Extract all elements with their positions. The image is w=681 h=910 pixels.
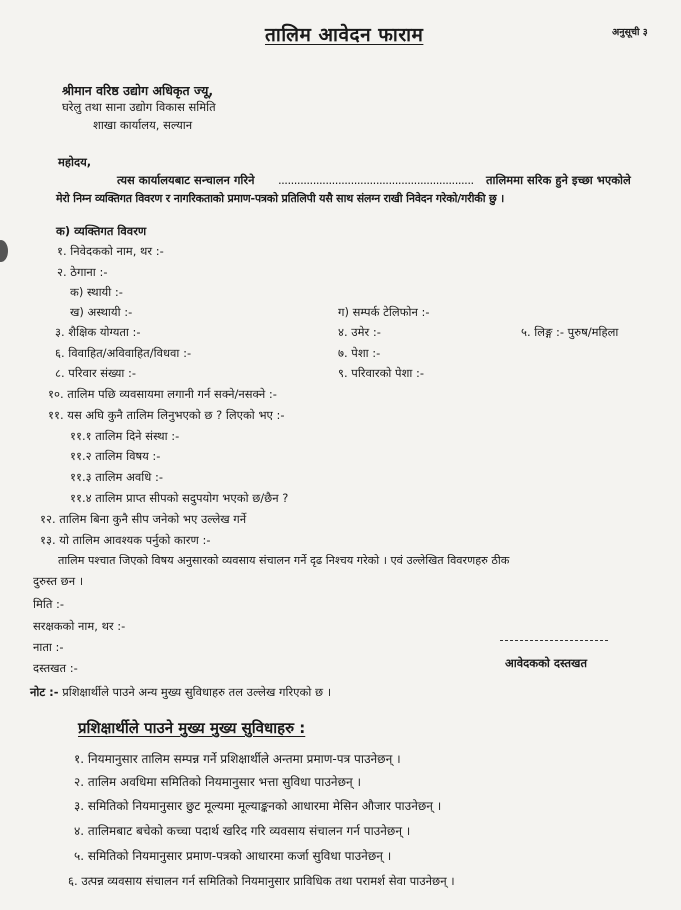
intro-line2: मेरो निम्न व्यक्तिगत विवरण र नागरिकताको प्रमाण-पत्रको प्रतिलिपी यसै साथ संलग्न राखी निवेदन गरेको/गरीकी छु । [56, 192, 505, 205]
note-label: नोट :- [30, 685, 59, 699]
guardian-name-field: सरक्षकको नाम, थर :- [33, 619, 126, 633]
field-permanent-address: क) स्थायी :- [70, 285, 123, 299]
field-investment-capacity: १०. तालिम पछि व्यवसायमा लगानी गर्न सक्ने/नसक्ने :- [48, 387, 277, 401]
addressee-line3: शाखा कार्यालय, सल्यान [93, 118, 193, 132]
facility-item: ६. उत्पन्न व्यवसाय संचालन गर्न समितिको नियमानुसार प्राविधिक तथा परामर्श सेवा पाउनेछन् । [68, 874, 455, 888]
declaration-line1: तालिम पश्चात जिएको विषय अनुसारको व्यवसाय संचालन गर्ने दृढ निश्चय गरेको । एवं उल्लेखित विवरणहरु ठीक [58, 554, 510, 567]
facility-item: १. नियमानुसार तालिम सम्पन्न गर्ने प्रशिक्षार्थीले अन्तमा प्रमाण-पत्र पाउनेछन् । [74, 752, 401, 766]
field-training-duration: ११.३ तालिम अवधि :- [70, 470, 164, 484]
form-title: तालिम आवेदन फाराम [265, 24, 424, 46]
field-applicant-name: १. निवेदकको नाम, थर :- [57, 244, 164, 258]
field-previous-training: ११. यस अघि कुनै तालिम लिनुभएको छ ? लिएको भए :- [48, 408, 285, 422]
note-text: प्रशिक्षार्थीले पाउने अन्य मुख्य सुविधाहरु तल उल्लेख गरिएको छ । [62, 685, 332, 699]
edge-punch-mark [0, 240, 8, 262]
applicant-signature-label: आवेदकको दस्तखत [505, 656, 587, 670]
field-contact-phone: ग) सम्पर्क टेलिफोन :- [338, 305, 430, 319]
facilities-heading: प्रशिक्षार्थीले पाउने मुख्य मुख्य सुविधाहरु : [78, 719, 306, 737]
salutation: महोदय, [58, 155, 92, 169]
field-address: २. ठेगाना :- [57, 265, 108, 279]
field-education: ३. शैक्षिक योग्यता :- [55, 325, 141, 339]
addressee-line2: घरेलु तथा साना उद्योग विकास समिति [62, 100, 216, 114]
facility-item: ४. तालिमबाट बचेको कच्चा पदार्थ खरिद गरि व्यवसाय संचालन गर्न पाउनेछन् । [74, 824, 411, 838]
field-training-reason: १३. यो तालिम आवश्यक पर्नुको कारण :- [40, 533, 211, 547]
facility-item: ५. समितिको नियमानुसार प्रमाण-पत्रको आधारमा कर्जा सुविधा पाउनेछन् । [74, 849, 392, 863]
field-training-subject: ११.२ तालिम विषय :- [70, 449, 161, 463]
intro-part2: तालिममा सरिक हुने इच्छा भएकोले [486, 173, 631, 187]
field-training-institution: ११.१ तालिम दिने संस्था :- [70, 429, 180, 443]
intro-part1: त्यस कार्यालयबाट सन्चालन गरिने [117, 173, 255, 187]
addressee-line1: श्रीमान वरिष्ठ उद्योग अधिकृत ज्यू, [62, 83, 214, 98]
field-marital-status: ६. विवाहित/अविवाहित/विधवा :- [55, 346, 192, 360]
date-field: मिति :- [33, 597, 65, 611]
section-a-heading: क) व्यक्तिगत विवरण [56, 224, 147, 238]
facility-item: ३. समितिको नियमानुसार छुट मूल्यमा मूल्याङ्कनको आधारमा मेसिन औजार पाउनेछन् । [74, 799, 442, 813]
signature-line [500, 640, 608, 641]
field-family-size: ८. परिवार संख्या :- [55, 366, 137, 380]
field-untrained-skill: १२. तालिम बिना कुनै सीप जनेको भए उल्लेख गर्ने [40, 512, 247, 526]
field-skill-utilization: ११.४ तालिम प्राप्त सीपको सदुपयोग भएको छ/छैन ? [70, 491, 289, 505]
field-temporary-address: ख) अस्थायी :- [70, 305, 133, 319]
annex-label: अनुसूची ३ [612, 27, 648, 38]
signature-field: दस्तखत :- [33, 661, 78, 675]
relation-field: नाता :- [33, 640, 64, 654]
field-gender: ५. लिङ्ग :- पुरुष/महिला [521, 325, 619, 339]
note-line [30, 686, 331, 700]
field-age: ४. उमेर :- [338, 325, 381, 339]
declaration-line2: दुरुस्त छन । [33, 574, 84, 588]
field-family-occupation: ९. परिवारको पेशा :- [338, 366, 425, 380]
field-occupation: ७. पेशा :- [338, 346, 381, 360]
facility-item: २. तालिम अवधिमा समितिको नियमानुसार भत्ता सुविधा पाउनेछन् । [74, 775, 362, 789]
intro-dots: .............................................................. [278, 173, 474, 187]
